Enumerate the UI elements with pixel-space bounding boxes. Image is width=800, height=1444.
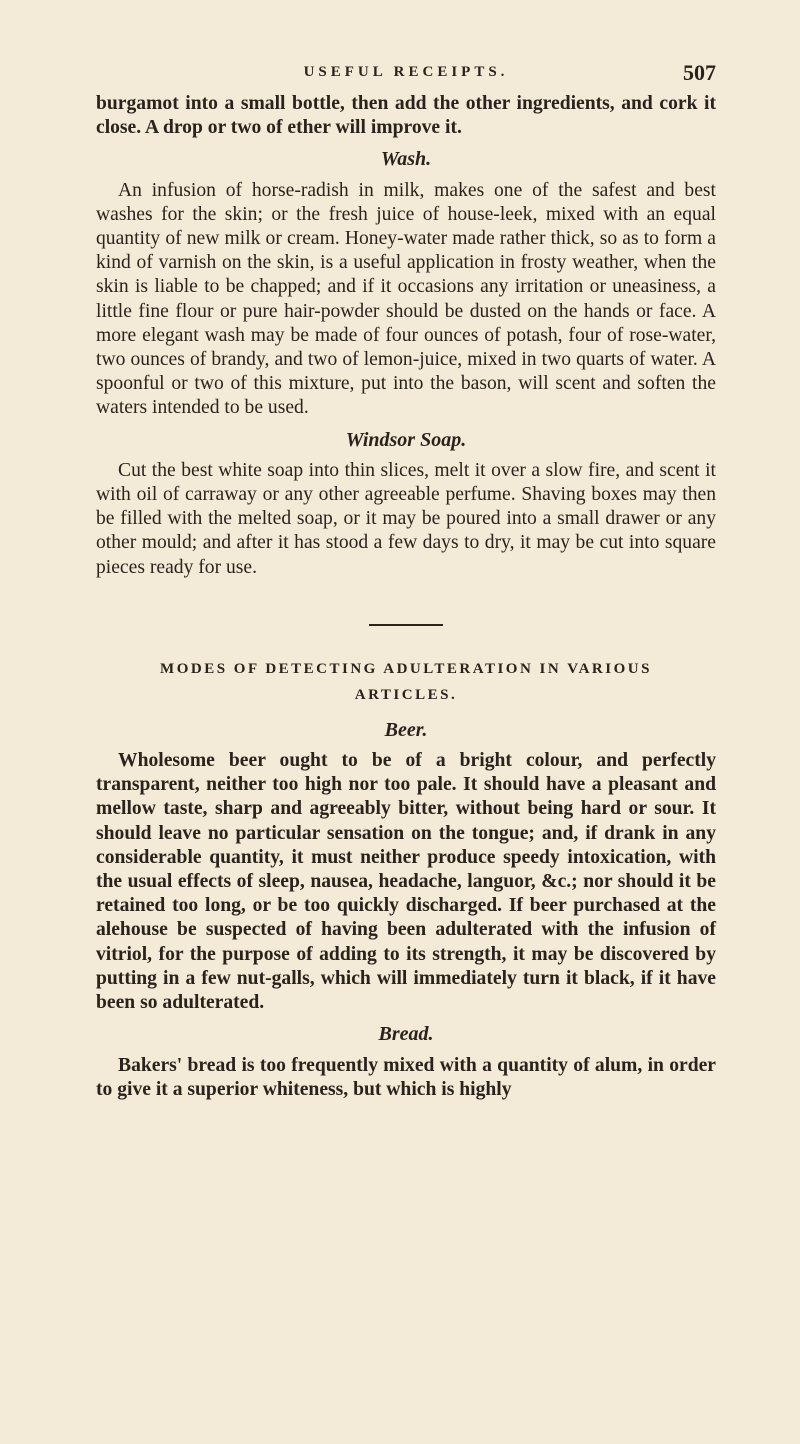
section-title	[96, 656, 716, 708]
beer-heading: Beer.	[384, 718, 428, 741]
section-title-line-2: ARTICLES.	[354, 686, 458, 703]
body-text	[96, 92, 716, 1102]
windsor-soap-paragraph: Cut the best white soap into thin slices, melt it over a slow fire, and scent it with oil of carraway or any other agreeable perfume. Shaving boxes may then be filled with the melted soap, or it may be poured into a small drawer or any other mould; and after it has stood a few days to dry, it may be cut into square pieces ready for use.	[96, 459, 716, 578]
section-title-line-1: MODES OF DETECTING ADULTERATION IN VARIOUS	[160, 660, 652, 677]
wash-paragraph: An infusion of horse-radish in milk, makes one of the safest and best washes for the skin; or the fresh juice of house-leek, mixed with an equal quantity of new milk or cream. Honey-water made rather thick, so as to form a kind of varnish on the skin, is a useful application in frosty weather, when the skin is liable to be chapped; and if it occasions any irritation or uneasiness, a little fine flour or pure hair-powder should be dusted on the hands or face. A more elegant wash may be made of four ounces of potash, four of rose-water, two ounces of brandy, and two of lemon-juice, mixed in two quarts of water. A spoonful or two of this mixture, put into the bason, will scent and soften the waters intended to be used.	[96, 179, 716, 419]
bread-paragraph: Bakers' bread is too frequently mixed with a quantity of alum, in order to give it a superior whiteness, but which is highly	[96, 1054, 716, 1100]
bread-heading: Bread.	[378, 1023, 434, 1046]
intro-paragraph: burgamot into a small bottle, then add the other ingredients, and cork it close. A drop or two of ether will improve it.	[96, 93, 716, 139]
page-number: 507	[683, 60, 716, 85]
wash-heading: Wash.	[380, 148, 432, 171]
page-header	[96, 60, 716, 90]
section-divider	[369, 624, 443, 626]
beer-paragraph: Wholesome beer ought to be of a bright colour, and perfectly transparent, neither too high nor too pale. It should have a pleasant and mellow taste, sharp and agreeably bitter, without being hard or sour. It should leave no particular sensation on the tongue; and, if drank in any considerable quantity, it must neither produce speedy intoxication, with the usual effects of sleep, nausea, headache, languor, &c.; nor should it be retained too long, or be too quickly discharged. If beer purchased at the alehouse be suspected of having been adulterated with the infusion of vitriol, for the purpose of adding to its strength, it may be discovered by putting in a few nut-galls, which will immediately turn it black, if it have been so adulterated.	[96, 750, 716, 1014]
windsor-soap-heading: Windsor Soap.	[345, 428, 467, 451]
running-title: USEFUL RECEIPTS.	[303, 64, 509, 80]
